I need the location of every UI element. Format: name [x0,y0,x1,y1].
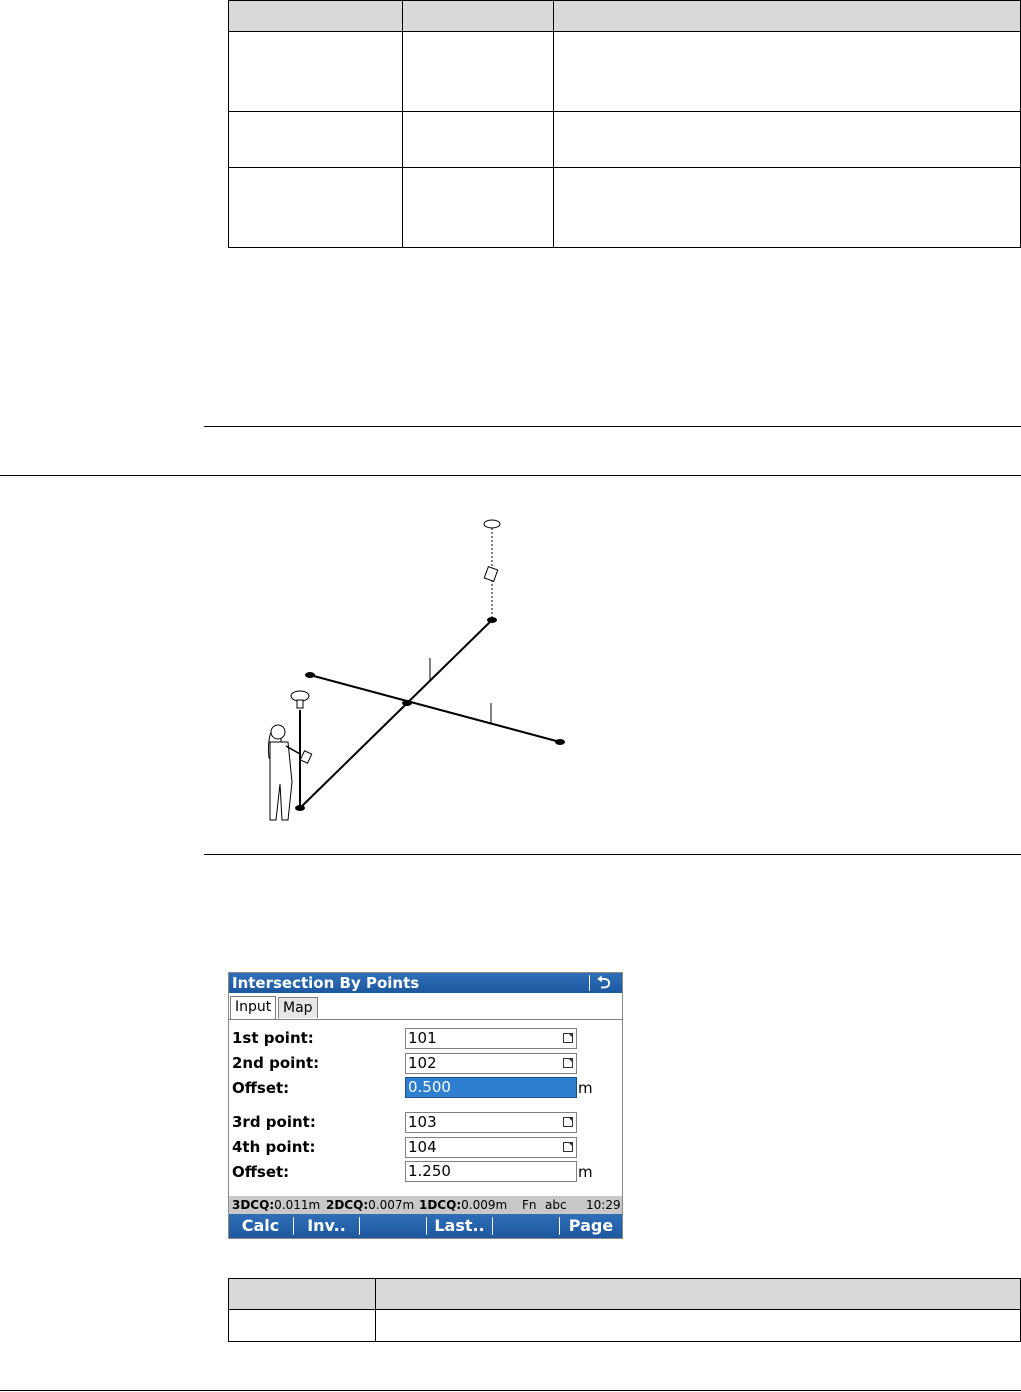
tab-input[interactable]: Input [230,996,276,1019]
offset-1-field[interactable] [405,1077,577,1098]
offset-2-field[interactable] [405,1161,577,1182]
dropdown-icon[interactable] [563,1142,573,1152]
third-point-field[interactable] [405,1112,577,1133]
table-header-cell [229,1,403,32]
quality-1d-value: 0.009m [461,1198,508,1212]
fourth-point-label: 4th point: [232,1138,316,1156]
fourth-point-field[interactable] [405,1137,577,1158]
last-button[interactable]: Last.. [434,1216,485,1235]
offset-1-value: 0.500 [408,1078,451,1096]
tab-bar [229,995,622,1020]
quality-3d-value: 0.011m [274,1198,321,1212]
quality-1d-label: 1DCQ: [419,1198,462,1212]
clock: 10:29 [586,1198,621,1212]
third-point-value: 103 [408,1113,437,1131]
table-row [229,168,1021,248]
device-screen [228,972,623,1239]
quality-2d-value: 0.007m [368,1198,415,1212]
top-table [228,0,1021,248]
softkey-3-button[interactable] [360,1214,425,1238]
offset-1-unit: m [578,1079,593,1097]
offset-2-unit: m [578,1163,593,1181]
status-bar [229,1196,622,1214]
table-row [229,112,1021,168]
quality-2d-label: 2DCQ: [326,1198,369,1212]
first-point-field[interactable] [405,1028,577,1049]
second-point-label: 2nd point: [232,1054,320,1072]
inverse-button[interactable]: Inv.. [307,1216,346,1235]
offset-2-value: 1.250 [408,1162,451,1180]
divider [204,854,1021,855]
title-bar [229,973,622,993]
table-header-cell [554,1,1021,32]
softkey-5-button[interactable] [493,1214,558,1238]
bottom-table [228,1278,1021,1342]
calc-button[interactable]: Calc [241,1216,280,1235]
table-header-row [229,1,1021,32]
screen-title: Intersection By Points [232,974,420,992]
intersection-illustration [240,510,580,830]
section-divider [0,475,1021,476]
table-row [229,32,1021,112]
third-point-label: 3rd point: [232,1113,316,1131]
quality-3d [232,1196,320,1214]
offset-2-label: Offset: [232,1163,290,1181]
input-mode: abc [545,1198,567,1212]
quality-1d [419,1196,507,1214]
tab-map[interactable]: Map [278,997,318,1018]
table-header-cell [376,1279,1021,1310]
quality-2d [326,1196,414,1214]
footer-divider [0,1390,1021,1391]
second-point-value: 102 [408,1054,437,1072]
first-point-value: 101 [408,1029,437,1047]
table-header-row [229,1279,1021,1310]
second-point-field[interactable] [405,1053,577,1074]
offset-1-label: Offset: [232,1079,290,1097]
fourth-point-value: 104 [408,1138,437,1156]
back-icon[interactable]: ⮌ [597,973,611,993]
softkey-bar [229,1214,622,1238]
dropdown-icon[interactable] [563,1058,573,1068]
table-row [229,1310,1021,1342]
title-separator [589,975,590,991]
page-button[interactable]: Page [568,1216,614,1235]
dropdown-icon[interactable] [563,1033,573,1043]
dropdown-icon[interactable] [563,1117,573,1127]
table-header-cell [403,1,554,32]
quality-3d-label: 3DCQ: [232,1198,275,1212]
divider [204,426,1021,427]
table-header-cell [229,1279,376,1310]
first-point-label: 1st point: [232,1029,314,1047]
fn-indicator: Fn [522,1198,537,1212]
